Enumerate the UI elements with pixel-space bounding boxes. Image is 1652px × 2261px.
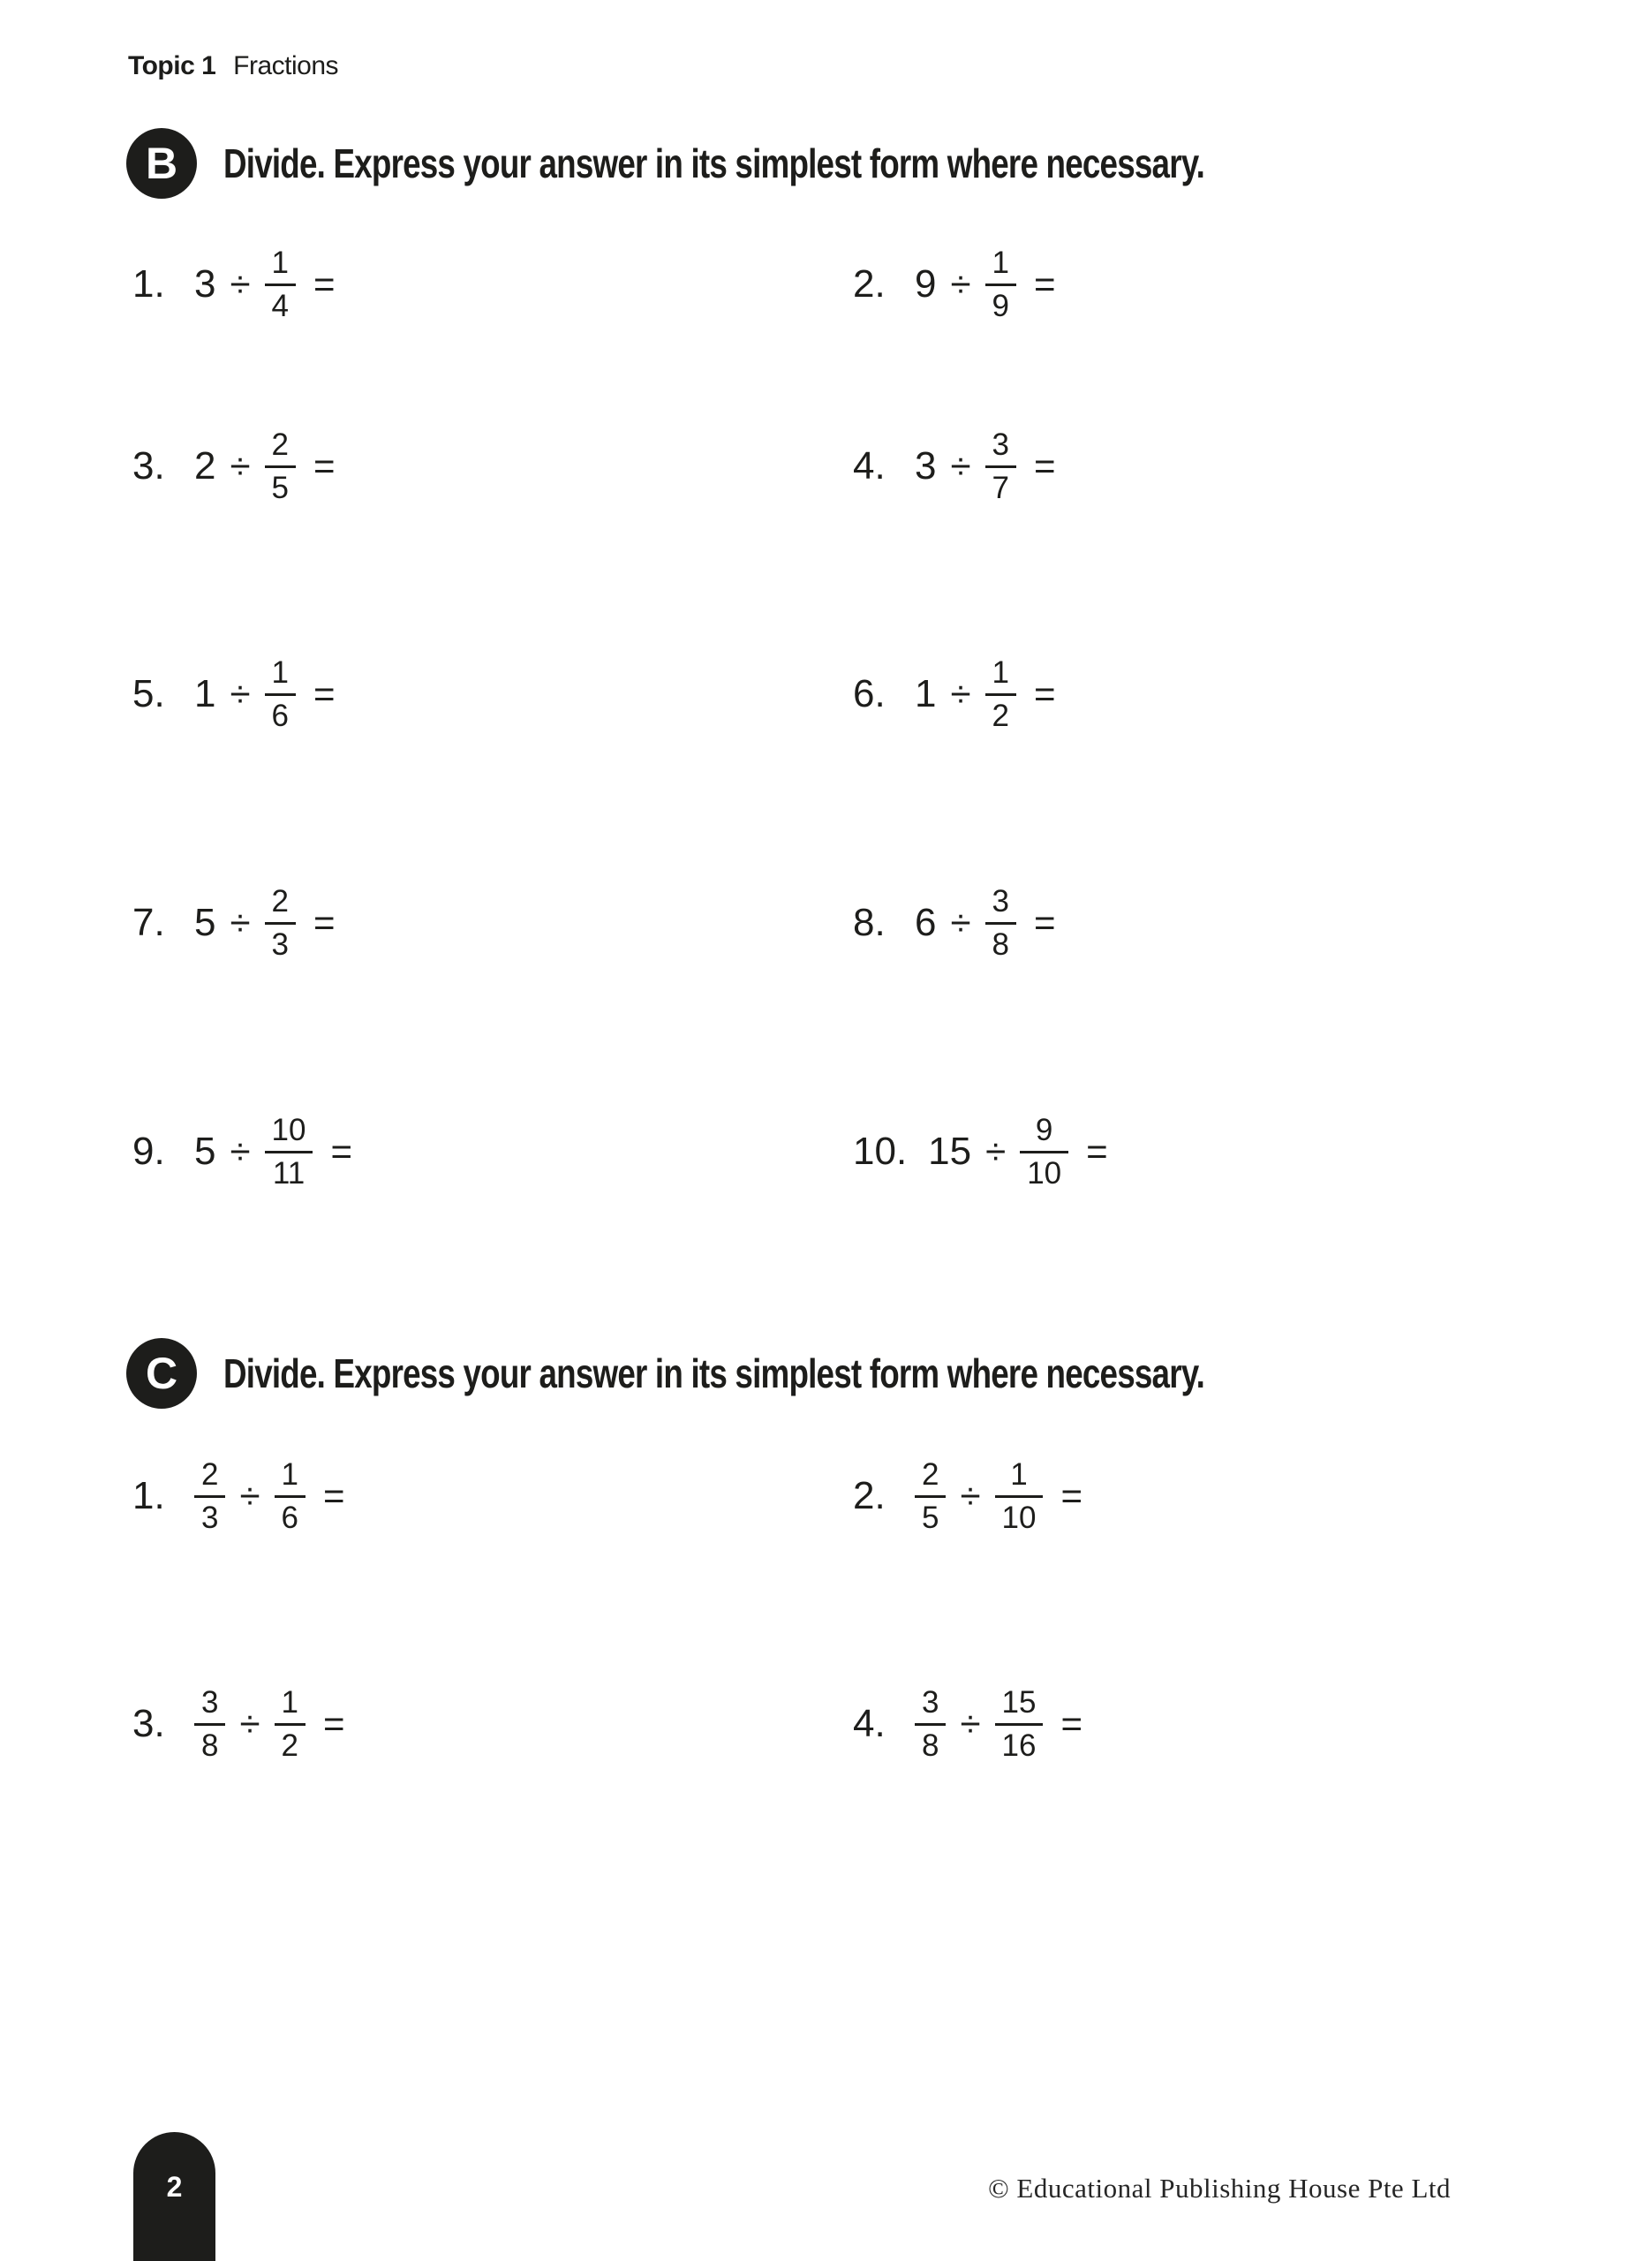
equals-sign: = [1034, 902, 1056, 943]
fraction-numerator: 1 [271, 655, 290, 690]
divide-operator: ÷ [950, 902, 971, 943]
fraction-denominator: 8 [922, 1728, 939, 1763]
problem-b-3 [132, 413, 336, 519]
dividend: 1 [194, 672, 216, 715]
fraction-numerator: 1 [281, 1685, 298, 1720]
fraction-numerator: 9 [1035, 1113, 1053, 1147]
fraction-denominator: 5 [271, 471, 290, 505]
fraction-numerator: 2 [201, 1457, 219, 1492]
fraction-denominator: 3 [201, 1501, 219, 1535]
equals-sign: = [1034, 263, 1056, 305]
divisor-fraction [265, 429, 296, 503]
divisor-fraction [275, 1459, 306, 1533]
problem-b-8 [853, 870, 1056, 976]
problem-c-1 [132, 1443, 345, 1549]
divisor-fraction [985, 247, 1016, 321]
dividend: 3 [194, 262, 216, 306]
divide-operator: ÷ [230, 263, 251, 305]
divisor-fraction [995, 1459, 1044, 1533]
problem-number: 2. [853, 262, 886, 306]
divide-operator: ÷ [230, 673, 251, 715]
topic-label: Topic 1 [128, 51, 216, 80]
expression [915, 429, 1056, 503]
fraction-denominator: 7 [992, 471, 1010, 505]
fraction-numerator: 10 [271, 1113, 306, 1147]
fraction-denominator: 8 [992, 927, 1010, 962]
dividend-fraction [194, 1687, 225, 1761]
fraction-numerator: 3 [992, 427, 1010, 462]
divisor-fraction [1020, 1115, 1068, 1189]
divide-operator: ÷ [960, 1703, 981, 1744]
equals-sign: = [330, 1130, 353, 1172]
dividend: 15 [928, 1130, 972, 1173]
problem-b-4 [853, 413, 1056, 519]
dividend-fraction [194, 1459, 225, 1533]
page-number-tab [133, 2132, 215, 2261]
divide-operator: ÷ [950, 263, 971, 305]
problem-b-5 [132, 641, 336, 747]
divide-operator: ÷ [950, 673, 971, 715]
problem-b-9 [132, 1099, 352, 1205]
equals-sign: = [1060, 1475, 1082, 1516]
expression [915, 886, 1056, 960]
problem-c-2 [853, 1443, 1082, 1549]
equals-sign: = [1060, 1703, 1082, 1744]
fraction-numerator: 2 [922, 1457, 939, 1492]
fraction-numerator: 3 [922, 1685, 939, 1720]
divide-operator: ÷ [230, 902, 251, 943]
fraction-denominator: 9 [992, 289, 1010, 323]
fraction-numerator: 1 [992, 246, 1010, 280]
equals-sign: = [1086, 1130, 1108, 1172]
dividend-fraction [915, 1459, 946, 1533]
problem-number: 7. [132, 901, 165, 944]
dividend: 2 [194, 444, 216, 488]
problem-b-1 [132, 231, 336, 337]
divisor-fraction [985, 429, 1016, 503]
fraction-numerator: 15 [1001, 1685, 1037, 1720]
divide-operator: ÷ [239, 1475, 260, 1516]
divisor-fraction [265, 1115, 313, 1189]
section-b-instruction: Divide. Express your answer in its simplest form where necessary. [223, 140, 1205, 186]
fraction-numerator: 1 [271, 246, 290, 280]
fraction-denominator: 6 [281, 1501, 298, 1535]
expression [194, 429, 336, 503]
problem-c-4 [853, 1671, 1082, 1777]
problem-number: 3. [132, 1702, 165, 1745]
equals-sign: = [323, 1703, 345, 1744]
dividend: 5 [194, 1130, 216, 1173]
problem-number: 10. [853, 1130, 908, 1173]
fraction-denominator: 3 [271, 927, 290, 962]
problem-number: 5. [132, 672, 165, 715]
divisor-fraction [275, 1687, 306, 1761]
expression [915, 1459, 1082, 1533]
fraction-denominator: 6 [271, 699, 290, 733]
divisor-fraction [985, 657, 1016, 731]
equals-sign: = [313, 902, 336, 943]
topic-title: Fractions [233, 51, 339, 80]
problem-number: 4. [853, 1702, 886, 1745]
copyright-notice: © Educational Publishing House Pte Ltd [988, 2173, 1451, 2204]
equals-sign: = [323, 1475, 345, 1516]
problem-number: 6. [853, 672, 886, 715]
expression [194, 657, 336, 731]
divide-operator: ÷ [230, 445, 251, 487]
topic-header [128, 51, 338, 81]
divisor-fraction [995, 1687, 1044, 1761]
fraction-denominator: 2 [992, 699, 1010, 733]
problem-b-10 [853, 1099, 1108, 1205]
problem-c-3 [132, 1671, 345, 1777]
fraction-denominator: 5 [922, 1501, 939, 1535]
divide-operator: ÷ [960, 1475, 981, 1516]
dividend: 3 [915, 444, 937, 488]
fraction-denominator: 16 [1001, 1728, 1037, 1763]
divide-operator: ÷ [950, 445, 971, 487]
problem-number: 1. [132, 1474, 165, 1517]
equals-sign: = [313, 445, 336, 487]
problem-b-6 [853, 641, 1056, 747]
expression [194, 1115, 352, 1189]
divide-operator: ÷ [985, 1130, 1007, 1172]
expression [915, 1687, 1082, 1761]
dividend: 1 [915, 672, 937, 715]
fraction-numerator: 3 [992, 884, 1010, 919]
equals-sign: = [1034, 673, 1056, 715]
equals-sign: = [1034, 445, 1056, 487]
fraction-denominator: 2 [281, 1728, 298, 1763]
fraction-numerator: 1 [1010, 1457, 1028, 1492]
expression [194, 247, 336, 321]
fraction-numerator: 2 [271, 884, 290, 919]
problem-b-2 [853, 231, 1056, 337]
expression [915, 247, 1056, 321]
expression [915, 657, 1056, 731]
fraction-numerator: 1 [992, 655, 1010, 690]
section-c-header [126, 1337, 1450, 1410]
dividend-fraction [915, 1687, 946, 1761]
section-c-instruction: Divide. Express your answer in its simplest form where necessary. [223, 1350, 1205, 1396]
fraction-denominator: 11 [272, 1156, 306, 1191]
divide-operator: ÷ [230, 1130, 251, 1172]
fraction-numerator: 1 [281, 1457, 298, 1492]
section-b-header [126, 127, 1450, 200]
problem-number: 3. [132, 444, 165, 488]
fraction-denominator: 4 [271, 289, 290, 323]
problem-number: 1. [132, 262, 165, 306]
section-c-badge: C [126, 1338, 197, 1409]
expression [194, 1687, 345, 1761]
problem-number: 4. [853, 444, 886, 488]
problem-b-7 [132, 870, 336, 976]
divide-operator: ÷ [239, 1703, 260, 1744]
problem-number: 9. [132, 1130, 165, 1173]
equals-sign: = [313, 263, 336, 305]
divisor-fraction [265, 886, 296, 960]
section-b-badge: B [126, 128, 197, 199]
problem-number: 2. [853, 1474, 886, 1517]
divisor-fraction [265, 247, 296, 321]
expression [928, 1115, 1107, 1189]
dividend: 5 [194, 901, 216, 944]
divisor-fraction [985, 886, 1016, 960]
dividend: 6 [915, 901, 937, 944]
expression [194, 886, 336, 960]
problem-number: 8. [853, 901, 886, 944]
divisor-fraction [265, 657, 296, 731]
dividend: 9 [915, 262, 937, 306]
fraction-denominator: 10 [1027, 1156, 1062, 1191]
fraction-denominator: 8 [201, 1728, 219, 1763]
expression [194, 1459, 345, 1533]
equals-sign: = [313, 673, 336, 715]
fraction-denominator: 10 [1001, 1501, 1037, 1535]
fraction-numerator: 3 [201, 1685, 219, 1720]
page-number: 2 [166, 2171, 183, 2203]
fraction-numerator: 2 [271, 427, 290, 462]
